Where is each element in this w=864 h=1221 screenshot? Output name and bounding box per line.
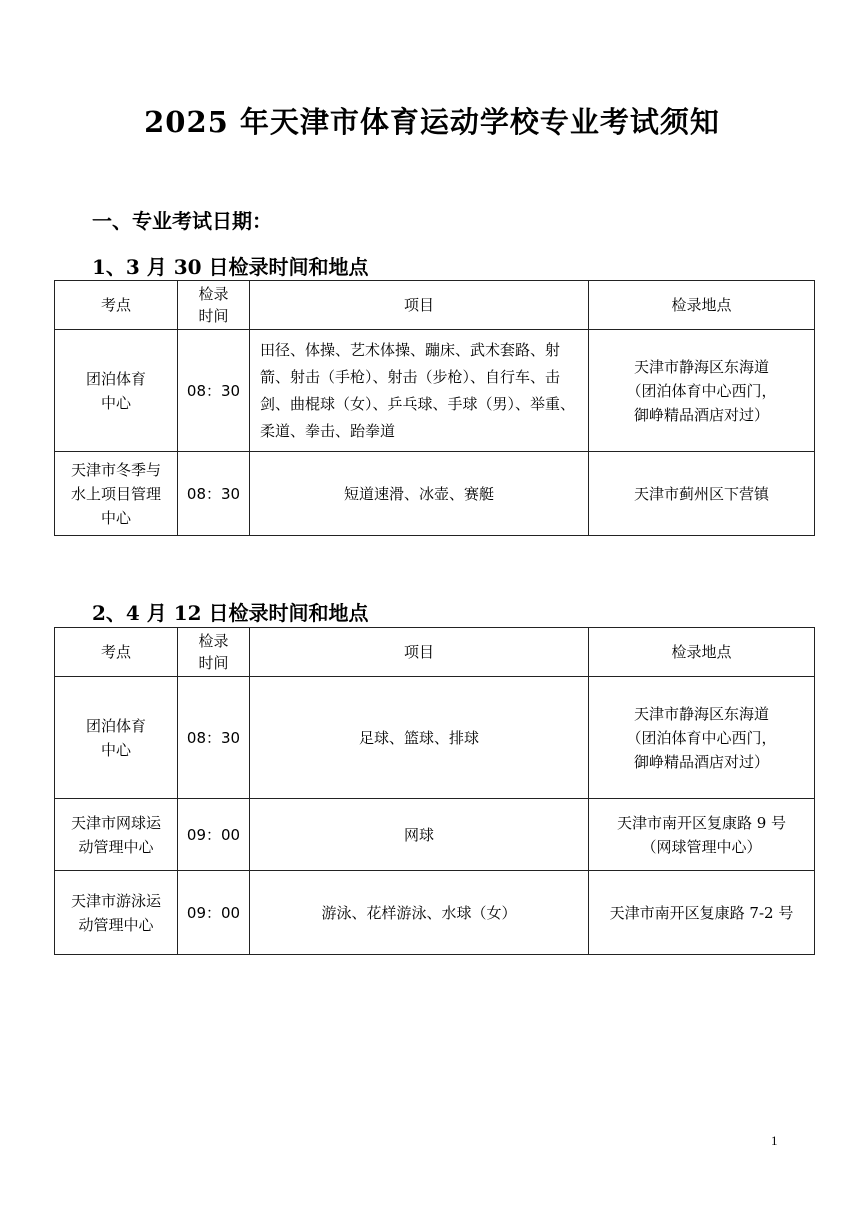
place-cell: 天津市静海区东海道 （团泊体育中心西门， 御峥精品酒店对过）: [589, 330, 815, 452]
venue-cell: 天津市游泳运 动管理中心: [55, 871, 178, 955]
header-items: 项目: [250, 281, 589, 330]
items-cell: 游泳、花样游泳、水球（女）: [250, 871, 589, 955]
items-cell: 足球、篮球、排球: [250, 677, 589, 799]
table-row: [55, 799, 815, 871]
time-cell: 08：30: [178, 677, 250, 799]
header-place: 检录地点: [589, 281, 815, 330]
time-cell: 08：30: [178, 452, 250, 536]
items-cell: 网球: [250, 799, 589, 871]
items-cell: 短道速滑、冰壶、赛艇: [250, 452, 589, 536]
table-header-row: [55, 281, 815, 330]
schedule-table-march-30: [54, 280, 815, 536]
time-cell: 08：30: [178, 330, 250, 452]
table1-heading: 1、3 月 30 日检录时间和地点: [92, 255, 369, 279]
page-number: 1: [771, 1133, 778, 1148]
time-cell: 09：00: [178, 871, 250, 955]
place-cell: 天津市静海区东海道 （团泊体育中心西门， 御峥精品酒店对过）: [589, 677, 815, 799]
header-venue: 考点: [55, 628, 178, 677]
table-header-row: [55, 628, 815, 677]
place-cell: 天津市南开区复康路 7-2 号: [589, 871, 815, 955]
table2-heading: 2、4 月 12 日检录时间和地点: [92, 601, 369, 625]
section-heading-exam-dates: 一、专业考试日期：: [92, 209, 272, 233]
page-title: 2025 年天津市体育运动学校专业考试须知: [144, 105, 720, 139]
header-items: 项目: [250, 628, 589, 677]
venue-cell: 天津市冬季与 水上项目管理 中心: [55, 452, 178, 536]
place-cell: 天津市蓟州区下营镇: [589, 452, 815, 536]
venue-cell: 团泊体育 中心: [55, 677, 178, 799]
schedule-table-april-12: [54, 627, 815, 955]
place-cell: 天津市南开区复康路 9 号 （网球管理中心）: [589, 799, 815, 871]
header-place: 检录地点: [589, 628, 815, 677]
time-cell: 09：00: [178, 799, 250, 871]
table-row: [55, 452, 815, 536]
header-time: 检录 时间: [178, 628, 250, 677]
table-row: [55, 677, 815, 799]
header-venue: 考点: [55, 281, 178, 330]
table-row: [55, 330, 815, 452]
table-row: [55, 871, 815, 955]
items-cell: 田径、体操、艺术体操、蹦床、武术套路、射箭、射击（手枪）、射击（步枪）、自行车、击剑、曲棍球（女）、乒乓球、手球（男）、举重、柔道、拳击、跆拳道: [250, 330, 589, 452]
venue-cell: 天津市网球运 动管理中心: [55, 799, 178, 871]
header-time: 检录 时间: [178, 281, 250, 330]
venue-cell: 团泊体育 中心: [55, 330, 178, 452]
